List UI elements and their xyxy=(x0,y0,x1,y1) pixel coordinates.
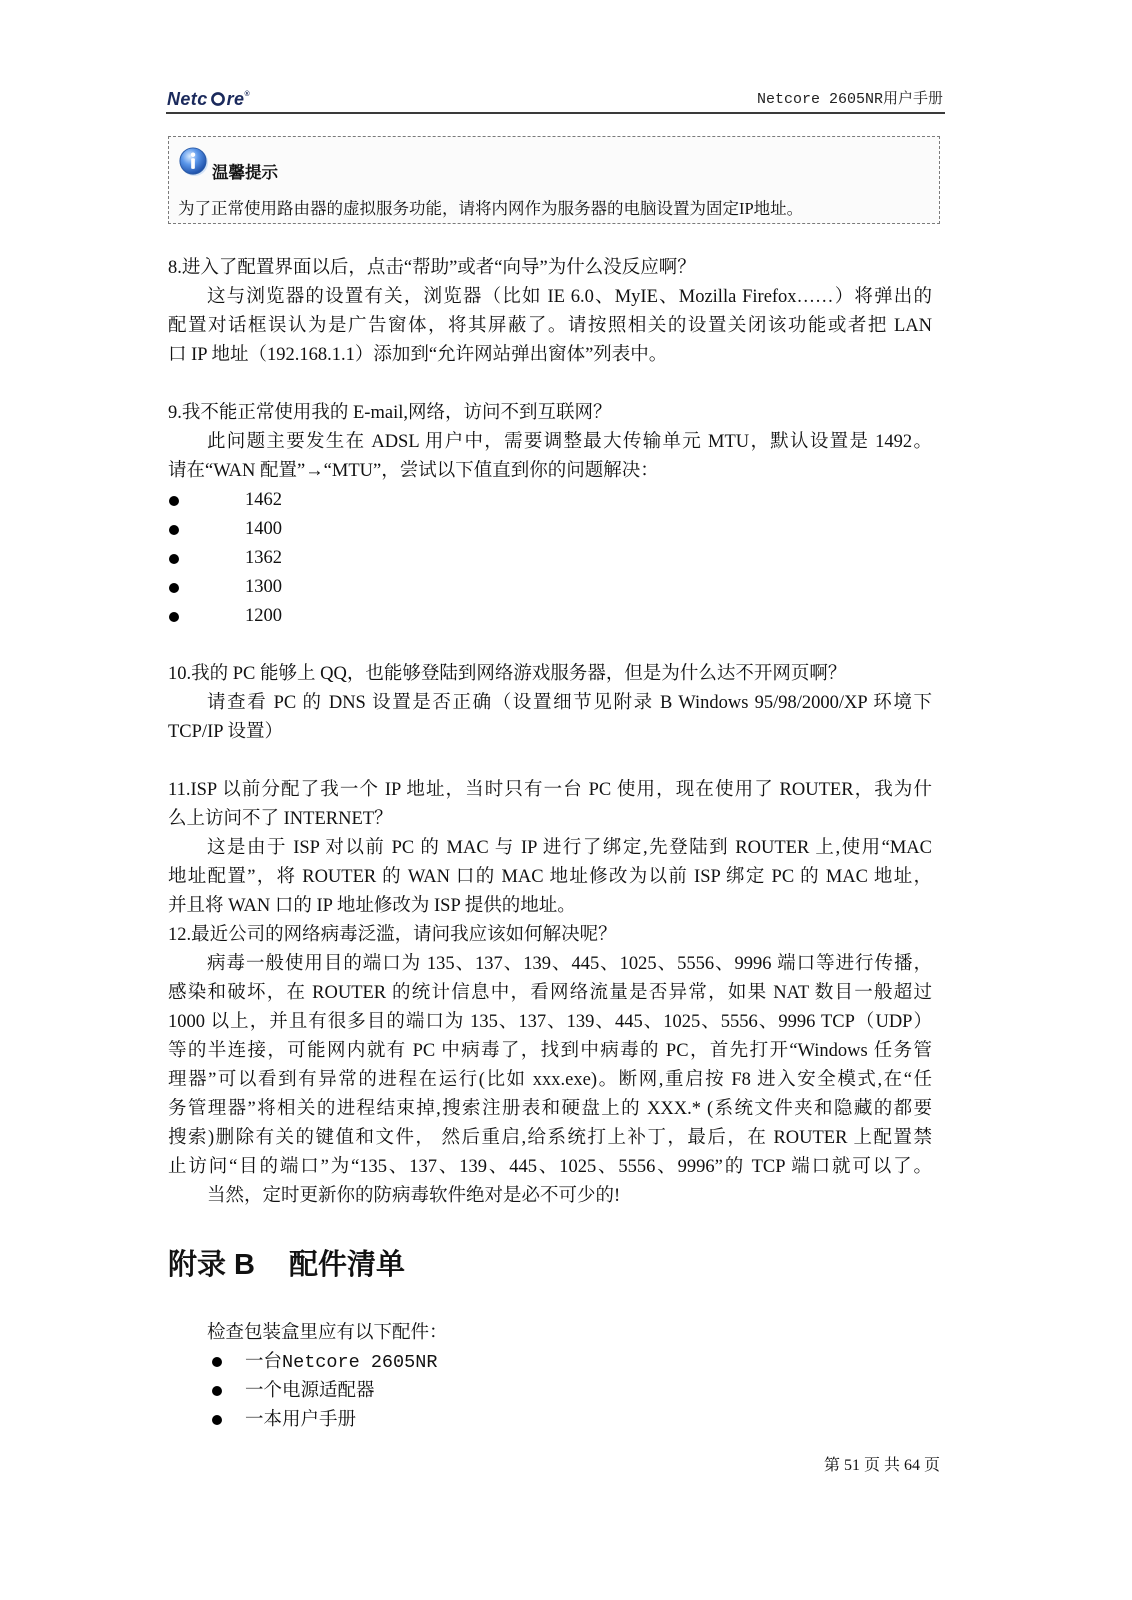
paragraph-spacer xyxy=(168,631,932,660)
accessory-item xyxy=(168,1348,932,1377)
manual-title: Netcore 2605NR用户手册 xyxy=(756,91,943,108)
bullet-icon xyxy=(169,612,179,622)
faq-item-10 xyxy=(168,660,932,747)
answer-line: 这与浏览器的设置有关，浏览器（比如 IE 6.0、MyIE、Mozilla Firefox……）将弹出的 xyxy=(207,287,932,307)
mtu-value: 1200 xyxy=(245,606,282,626)
appendix-label: 附录 B xyxy=(168,1249,256,1281)
mtu-value-item xyxy=(168,515,932,544)
question-line: 8.进入了配置界面以后，点击“帮助”或者“向导”为什么没反应啊？ xyxy=(168,258,696,278)
mtu-value: 1400 xyxy=(245,519,282,539)
question-line: 12.最近公司的网络病毒泛滥，请问我应该如何解决呢？ xyxy=(168,925,617,945)
answer-line: 等的半连接，可能网内就有 PC 中病毒了，找到中病毒的 PC，首先打开“Windows 任务管 xyxy=(168,1041,932,1061)
accessory-item xyxy=(168,1377,932,1406)
accessory-text: 一本用户手册 xyxy=(245,1409,357,1430)
appendix-intro: 检查包装盒里应有以下配件： xyxy=(207,1322,448,1343)
answer-line: 务管理器”将相关的进程结束掉,搜索注册表和硬盘上的 XXX.* (系统文件夹和隐藏的都要 xyxy=(168,1099,932,1119)
answer-line: 此问题主要发生在 ADSL 用户中，需要调整最大传输单元 MTU，默认设置是 1492。 xyxy=(207,432,932,452)
mtu-value-item xyxy=(168,573,932,602)
bullet-icon xyxy=(212,1386,222,1396)
answer-line: 配置对话框误认为是广告窗体，将其屏蔽了。请按照相关的设置关闭该功能或者把 LAN xyxy=(168,316,932,336)
answer-line: 请在“WAN 配置”→“MTU”，尝试以下值直到你的问题解决： xyxy=(168,461,659,481)
faq-item-8 xyxy=(168,254,932,370)
mtu-value: 1300 xyxy=(245,577,282,597)
question-line: 么上访问不了 INTERNET？ xyxy=(168,809,393,829)
question-line: 9.我不能正常使用我的 E-mail,网络，访问不到互联网？ xyxy=(168,403,612,423)
answer-line: 这是由于 ISP 对以前 PC 的 MAC 与 IP 进行了绑定,先登陆到 ROUTER 上,使用“MAC xyxy=(207,838,932,858)
answer-line: 理器”可以看到有异常的进程在运行(比如 xxx.exe)。断网,重启按 F8 进入安全模式,在“任 xyxy=(168,1070,932,1090)
bullet-icon xyxy=(169,554,179,564)
accessory-item xyxy=(168,1406,932,1435)
logo-ring-icon xyxy=(210,91,226,107)
paragraph-spacer xyxy=(168,747,932,776)
answer-line: 搜索)删除有关的键值和文件， 然后重启,给系统打上补丁，最后，在 ROUTER 上配置禁 xyxy=(168,1128,932,1148)
closing-line: 当然，定时更新你的防病毒软件绝对是必不可少的! xyxy=(207,1186,621,1206)
mtu-value-item xyxy=(168,486,932,515)
accessory-text: 一台Netcore 2605NR xyxy=(245,1351,438,1373)
answer-line: TCP/IP 设置） xyxy=(168,722,283,742)
accessory-text: 一个电源适配器 xyxy=(245,1380,375,1401)
appendix-title: 配件清单 xyxy=(289,1249,406,1281)
faq-item-11 xyxy=(168,776,932,921)
bullet-icon xyxy=(169,496,179,506)
answer-line: 口 IP 地址（192.168.1.1）添加到“允许网站弹出窗体”列表中。 xyxy=(168,345,668,365)
mtu-value: 1462 xyxy=(245,490,282,510)
answer-line: 感染和破坏，在 ROUTER 的统计信息中，看网络流量是否异常，如果 NAT 数目一般超过 xyxy=(168,983,932,1003)
mtu-value-item xyxy=(168,544,932,573)
question-line: 11.ISP 以前分配了我一个 IP 地址，当时只有一台 PC 使用，现在使用了 ROUTER，我为什 xyxy=(168,780,932,800)
tip-title: 温馨提示 xyxy=(212,163,278,182)
faq-item-12 xyxy=(168,921,932,1211)
appendix-heading xyxy=(168,1245,932,1285)
bullet-icon xyxy=(169,525,179,535)
netcore-logo xyxy=(167,88,250,110)
mtu-value: 1362 xyxy=(245,548,282,568)
header-divider xyxy=(166,112,945,114)
bullet-icon xyxy=(212,1415,222,1425)
logo-text-end: re xyxy=(226,89,245,109)
faq-item-9 xyxy=(168,399,932,631)
registered-mark: ® xyxy=(244,91,251,98)
faq-content xyxy=(168,254,932,1435)
page-number: 第 51 页 共 64 页 xyxy=(823,1457,940,1474)
accessory-list xyxy=(168,1348,932,1435)
tip-box xyxy=(168,136,940,224)
bullet-icon xyxy=(169,583,179,593)
tip-text: 为了正常使用路由器的虚拟服务功能，请将内网作为服务器的电脑设置为固定IP地址。 xyxy=(178,199,804,218)
question-line: 10.我的 PC 能够上 QQ，也能够登陆到网络游戏服务器，但是为什么达不开网页啊？ xyxy=(168,664,847,684)
mtu-value-item xyxy=(168,602,932,631)
answer-line: 并且将 WAN 口的 IP 地址修改为 ISP 提供的地址。 xyxy=(168,896,576,916)
bullet-icon xyxy=(212,1357,222,1367)
mtu-values-list xyxy=(168,486,932,631)
paragraph-spacer xyxy=(168,370,932,399)
logo-text-start: Netc xyxy=(167,89,208,109)
answer-line: 地址配置”，将 ROUTER 的 WAN 口的 MAC 地址修改为以前 ISP 绑定 PC 的 MAC 地址， xyxy=(168,867,932,887)
info-icon xyxy=(178,146,209,177)
answer-line: 请查看 PC 的 DNS 设置是否正确（设置细节见附录 B Windows 95/98/2000/XP 环境下 xyxy=(207,693,932,713)
answer-line: 止访问“目的端口”为“135、137、139、445、1025、5556、9996”的 TCP 端口就可以了。 xyxy=(168,1157,932,1177)
answer-line: 1000 以上，并且有很多目的端口为 135、137、139、445、1025、5556、9996 TCP（UDP） xyxy=(168,1012,932,1032)
answer-line: 病毒一般使用目的端口为 135、137、139、445、1025、5556、9996 端口等进行传播， xyxy=(207,954,932,974)
